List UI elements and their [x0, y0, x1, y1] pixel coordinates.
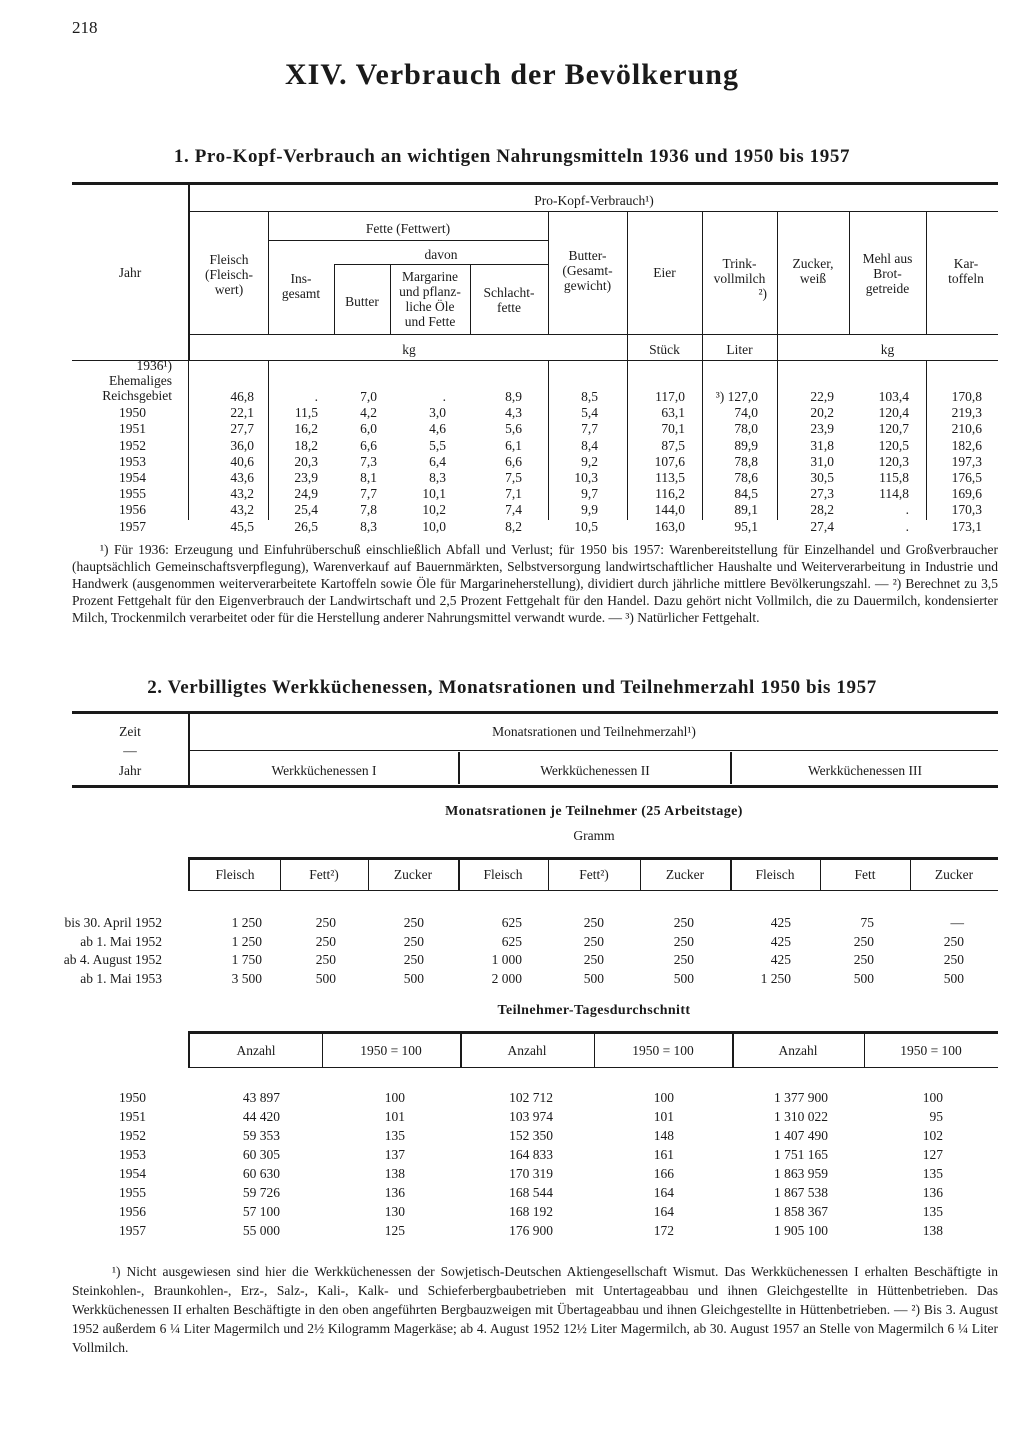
table-cell: ³) 127,0 [715, 389, 758, 404]
table-cell: 10,0 [422, 518, 446, 534]
table-cell: 170,3 [951, 502, 982, 518]
table-cell: 102 712 [509, 1090, 553, 1105]
table-cell: 115,8 [879, 470, 909, 485]
header-zucker-line1: Zucker, [792, 256, 834, 271]
table-cell: 26,5 [294, 518, 318, 534]
table-cell: 1 751 165 [774, 1147, 828, 1162]
header-butter-gesamt-line2: (Gesamt- [562, 263, 613, 278]
table-cell: 250 [403, 933, 424, 949]
column-header: Fleisch [755, 867, 795, 882]
table-cell: 6,4 [429, 453, 446, 469]
table-cell: 250 [583, 915, 604, 930]
header-butter-gesamt [548, 248, 627, 293]
table-cell: 1 250 [231, 915, 262, 930]
table-cell: 9,2 [581, 453, 598, 469]
year-label: 1952 [119, 437, 146, 453]
table-cell: . [442, 389, 446, 404]
table-cell: 1 863 959 [774, 1166, 828, 1181]
header-pro-kopf: Pro-Kopf-Verbrauch¹) [534, 193, 654, 208]
table-cell: 25,4 [294, 502, 318, 518]
table-cell: 89,9 [734, 437, 758, 453]
table-cell: 57 100 [242, 1204, 280, 1219]
year-label: 1951 [119, 1109, 146, 1124]
table-cell: 1 750 [231, 952, 262, 967]
header-eier: Eier [653, 265, 676, 280]
table-cell: 6,6 [505, 453, 522, 469]
table-cell: 219,3 [951, 405, 982, 421]
table-cell: 137 [384, 1147, 405, 1162]
header-werkkuechenessen-1: Werkküchenessen I [271, 763, 377, 778]
table-cell: 11,5 [294, 405, 318, 421]
header-jahr: Jahr [118, 265, 142, 280]
table-cell: 102 [922, 1128, 943, 1143]
table-cell: 7,8 [360, 502, 377, 518]
column-header: Fett [854, 867, 876, 882]
table-cell: 20,2 [810, 405, 834, 421]
table-cell: 170,8 [951, 389, 982, 404]
header-trinkvollmilch-line1: Trink- [722, 256, 757, 271]
table-cell: 23,9 [294, 470, 318, 485]
table-cell: 101 [653, 1109, 674, 1124]
column-header: Anzahl [778, 1043, 818, 1058]
table-cell: 625 [501, 915, 522, 930]
header-fleisch [190, 252, 268, 297]
table-cell: 100 [384, 1090, 405, 1105]
column-header: Fleisch [215, 867, 255, 882]
table-cell: 169,6 [951, 486, 982, 502]
table-cell: 136 [384, 1185, 405, 1200]
header-fleisch-line2: (Fleisch- [205, 267, 253, 282]
table-cell: 8,4 [581, 437, 598, 453]
table-cell: 168 192 [509, 1204, 553, 1219]
table-cell: 1 407 490 [774, 1128, 828, 1143]
column-header: Anzahl [236, 1043, 276, 1058]
table-cell: 170 319 [509, 1166, 553, 1181]
table-cell: 84,5 [734, 486, 758, 502]
header-kartoffeln-line1: Kar- [953, 256, 979, 271]
unit-kg-1: kg [402, 342, 416, 357]
header-kartoffeln [926, 256, 1006, 286]
table-cell: 103 974 [509, 1109, 553, 1124]
table-cell: 250 [315, 915, 336, 930]
year-label: 1950 [119, 1090, 146, 1105]
table-cell: 46,8 [230, 389, 254, 404]
table-cell: 70,1 [661, 421, 685, 437]
year-label: 1953 [119, 453, 146, 469]
header-mehl-line3: getreide [865, 281, 910, 296]
table-cell: 7,7 [581, 421, 598, 437]
table-cell: 625 [501, 933, 522, 949]
header-schlachtfette-line2: fette [497, 300, 521, 315]
header-zucker [777, 256, 849, 286]
header-insgesamt [268, 271, 334, 301]
year-label: 1954 [119, 470, 146, 485]
header-margarine-line3: liche Öle [405, 299, 455, 314]
table-cell: 250 [943, 933, 964, 949]
table-cell: 89,1 [734, 502, 758, 518]
table-cell: 130 [384, 1204, 405, 1219]
table-cell: 6,0 [360, 421, 377, 437]
table-cell: 250 [315, 952, 336, 967]
header-mehl [849, 251, 926, 296]
table-cell: 43,2 [230, 486, 254, 502]
table-cell: 74,0 [734, 405, 758, 421]
row-label: ab 1. Mai 1952 [80, 933, 162, 949]
year-label: 1955 [119, 486, 146, 502]
header-zucker-line2: weiß [799, 271, 827, 286]
row-label: ab 4. August 1952 [63, 952, 162, 967]
table-cell: 7,0 [360, 389, 377, 404]
table-cell: 114,8 [879, 486, 909, 502]
table-cell: 163,0 [654, 518, 685, 534]
table-cell: 500 [943, 970, 964, 986]
table-cell: 7,5 [505, 470, 522, 485]
table-cell: 125 [384, 1223, 405, 1238]
table-cell: 18,2 [294, 437, 318, 453]
table-cell: 113,5 [655, 470, 685, 485]
year-label: 1957 [119, 518, 146, 534]
table-cell: 101 [384, 1109, 405, 1124]
table-cell: 176,5 [951, 470, 982, 485]
table-cell: 250 [673, 915, 694, 930]
table-cell: 5,4 [581, 405, 598, 421]
table-cell: 5,6 [505, 421, 522, 437]
header-fleisch-line3: wert) [214, 282, 244, 297]
year-label: 1955 [119, 1185, 146, 1200]
table-cell: 10,5 [574, 518, 598, 534]
table-cell: 500 [583, 970, 604, 986]
header-butter-gesamt-line1: Butter- [568, 248, 607, 263]
table-cell: 10,2 [422, 502, 446, 518]
section2-footnote: ¹) Nicht ausgewiesen sind hier die Werkküchenessen der Sowjetisch-Deutschen Aktiengesellschaft Wismut. Das Werkküchenessen I erhalten Beschäftigte in Steinkohlen-, Braunkohlen-, Erz-, Salz-, Kali-, Kalk- und Schieferbergbaubetrieben mit Untertageabbau und ihnen Gleichgestellte in Hüttenbetrieben. Das Werkküchenessen II erhalten Beschäftigte in den oben angeführten Bergbauzweigen mit Übertageabbau und ihnen Gleichgestellte in Hüttenbetrieben. — ²) Bis 3. August 1952 außerdem 6 ¼ Liter Magermilch und 2½ Kilogramm Magerkäse; ab 4. August 1952 12½ Liter Magermilch, ab 30. August 1957 an Stelle von Magermilch 6 ¼ Liter Vollmilch. [72, 1264, 998, 1355]
table-cell: 44 420 [242, 1109, 280, 1124]
table-cell: 107,6 [654, 453, 685, 469]
table-cell: 55 000 [242, 1223, 280, 1238]
row-1936-label [72, 358, 172, 403]
header-monatsrationen: Monatsrationen und Teilnehmerzahl¹) [492, 724, 696, 739]
table-cell: . [905, 502, 909, 518]
table-cell: 138 [922, 1223, 943, 1238]
table-cell: 2 000 [491, 970, 522, 986]
table-cell: 10,1 [422, 486, 446, 502]
table-cell: 28,2 [810, 502, 834, 518]
header-mehl-line2: Brot- [873, 266, 902, 281]
table-cell: 59 726 [242, 1185, 280, 1200]
table-cell: 168 544 [509, 1185, 553, 1200]
header-insgesamt-line2: gesamt [281, 286, 321, 301]
table-cell: 127 [922, 1147, 943, 1162]
sub1-title: Monatsrationen je Teilnehmer (25 Arbeitstage) [445, 804, 743, 819]
table-cell: 161 [653, 1147, 674, 1162]
table-cell: 117,0 [655, 389, 685, 404]
year-label: 1954 [119, 1166, 146, 1181]
table-cell: 7,1 [505, 486, 522, 502]
table-cell: 24,9 [294, 486, 318, 502]
table-cell: 500 [673, 970, 694, 986]
table-cell: 16,2 [294, 421, 318, 437]
row-label: ab 1. Mai 1953 [80, 970, 162, 986]
table-cell: 20,3 [294, 453, 318, 469]
table-cell: 31,0 [810, 453, 834, 469]
table-cell: 103,4 [878, 389, 909, 404]
table-cell: 1 905 100 [774, 1223, 828, 1238]
column-header: Anzahl [507, 1043, 547, 1058]
table-cell: 3,0 [429, 405, 446, 421]
table-cell: 138 [384, 1166, 405, 1181]
table-cell: 43,6 [230, 470, 254, 485]
unit-kg-2: kg [880, 342, 895, 357]
header-trinkvollmilch-line2: vollmilch [713, 271, 766, 286]
year-label: 1956 [119, 502, 146, 518]
table-cell: 7,7 [360, 486, 377, 502]
column-header: Fett²) [309, 867, 339, 882]
table-cell: 250 [673, 933, 694, 949]
table-cell: 500 [403, 970, 424, 986]
table-cell: 250 [853, 933, 874, 949]
table-cell: 136 [922, 1185, 943, 1200]
column-header: Zucker [665, 867, 705, 882]
table-cell: 8,5 [581, 389, 598, 404]
table-cell: 210,6 [951, 421, 982, 437]
table-cell: — [950, 915, 964, 930]
table-cell: 78,0 [734, 421, 758, 437]
label-1936-line2: Ehemaliges [109, 373, 172, 388]
table-cell: 8,9 [505, 389, 522, 404]
header-margarine-line4: und Fette [404, 314, 456, 329]
year-label: 1950 [119, 405, 146, 421]
table-cell: 182,6 [951, 437, 982, 453]
table-cell: 120,5 [878, 437, 909, 453]
column-header: Zucker [934, 867, 974, 882]
table-cell: 250 [853, 952, 874, 967]
header-trinkvollmilch-note: ²) [758, 286, 767, 301]
table-cell: 144,0 [654, 502, 685, 518]
table-cell: 1 867 538 [774, 1185, 828, 1200]
table-cell: 95,1 [734, 518, 758, 534]
table-cell: 425 [770, 915, 791, 930]
header-davon: davon [424, 247, 458, 262]
header-fette: Fette (Fettwert) [365, 221, 451, 236]
table-cell: 27,4 [810, 518, 834, 534]
table-cell: . [314, 389, 318, 404]
table-cell: 6,1 [505, 437, 522, 453]
header-dash: — [123, 743, 137, 758]
header-kartoffeln-line2: toffeln [948, 271, 984, 286]
table-cell: 173,1 [951, 518, 982, 534]
table-cell: 166 [653, 1166, 674, 1181]
table-cell: 250 [673, 952, 694, 967]
table-cell: 164 [653, 1204, 674, 1219]
label-1936-line1: 1936¹) [136, 358, 172, 373]
section2-title: 2. Verbilligtes Werkküchenessen, Monatsrationen und Teilnehmerzahl 1950 bis 1957 [147, 677, 877, 698]
table-cell: 135 [384, 1128, 405, 1143]
section1-footnote: ¹) Für 1936: Erzeugung und Einfuhrüberschuß einschließlich Abfall und Verlust; für 1950 bis 1957: Warenbereitstellung für Einzelhandel und Großverbraucher (hauptsächlich Gemeinschaftsverpflegung), Warenverkauf auf Bauernmärkten, Selbstversorgung landwirtschaftlicher Haushalte und Weiterverarbeitung in Industrie und Handwerk (ausgenommen weiterverarbeitete Kartoffeln sowie Öle für Margarineherstellung), dividiert durch jährliche mittlere Bevölkerungszahl. — ²) Berechnet zu 3,5 Prozent Fettgehalt für den Eigenverbrauch der Landwirtschaft und 2,5 Prozent Fettgehalt für den Handel. Dazu gehört nicht Vollmilch, die zu Dauermilch, kondensierter Milch, Trockenmilch verarbeitet oder für die Herstellung anderer Nahrungsmittel verwandt wurde. — ³) Natürlicher Fettgehalt. [72, 542, 998, 625]
table-cell: 3 500 [231, 970, 262, 986]
table-cell: 95 [929, 1109, 943, 1124]
table-cell: 7,4 [505, 502, 522, 518]
header-jahr-2: Jahr [118, 763, 142, 778]
unit-stueck: Stück [649, 342, 680, 357]
table-cell: 78,8 [734, 453, 758, 469]
table-cell: 8,2 [505, 518, 522, 534]
table-cell: 1 310 022 [774, 1109, 828, 1124]
table-cell: 250 [943, 952, 964, 967]
chapter-title: XIV. Verbrauch der Bevölkerung [285, 58, 739, 91]
table-cell: 8,1 [360, 470, 377, 485]
table-cell: 148 [653, 1128, 674, 1143]
table-cell: 1 250 [231, 933, 262, 949]
unit-liter: Liter [726, 342, 753, 357]
table-cell: 250 [315, 933, 336, 949]
table-cell: . [905, 518, 909, 534]
table-cell: 1 377 900 [774, 1090, 828, 1105]
header-margarine-line2: und pflanz- [399, 284, 461, 299]
table-cell: 135 [922, 1204, 943, 1219]
table-cell: 59 353 [242, 1128, 280, 1143]
table-cell: 27,7 [230, 421, 254, 437]
table-cell: 22,1 [230, 405, 254, 421]
column-header: Zucker [393, 867, 433, 882]
header-schlachtfette [470, 285, 548, 315]
table-cell: 1 250 [760, 970, 791, 986]
label-1936-line3: Reichsgebiet [102, 388, 172, 403]
year-label: 1956 [119, 1204, 146, 1219]
table-cell: 8,3 [360, 518, 377, 534]
table-cell: 250 [403, 952, 424, 967]
table-cell: 36,0 [230, 437, 254, 453]
table-cell: 60 630 [242, 1166, 280, 1181]
table-cell: 172 [653, 1223, 674, 1238]
section1-title: 1. Pro-Kopf-Verbrauch an wichtigen Nahrungsmitteln 1936 und 1950 bis 1957 [173, 146, 851, 167]
header-fleisch-line1: Fleisch [209, 252, 249, 267]
table-cell: 63,1 [661, 405, 685, 421]
table-cell: 4,3 [505, 405, 522, 421]
table-cell: 40,6 [230, 453, 254, 469]
table-cell: 176 900 [509, 1223, 553, 1238]
table-cell: 135 [922, 1166, 943, 1181]
table-cell: 425 [770, 933, 791, 949]
table-cell: 23,9 [810, 421, 834, 437]
table-cell: 5,5 [429, 437, 446, 453]
column-header: 1950 = 100 [632, 1043, 694, 1058]
table-cell: 4,2 [360, 405, 377, 421]
column-header: 1950 = 100 [360, 1043, 422, 1058]
table-cell: 500 [315, 970, 336, 986]
table-cell: 43,2 [230, 502, 254, 518]
table-cell: 120,7 [878, 421, 909, 437]
table-cell: 152 350 [509, 1128, 553, 1143]
table-cell: 60 305 [242, 1147, 280, 1162]
table-cell: 22,9 [810, 389, 834, 404]
header-werkkuechenessen-3: Werkküchenessen III [808, 763, 922, 778]
table-cell: 87,5 [661, 437, 685, 453]
table-cell: 9,9 [581, 502, 598, 518]
table-cell: 1 858 367 [774, 1204, 828, 1219]
page-number: 218 [72, 18, 98, 37]
table-cell: 425 [770, 952, 791, 967]
table-cell: 75 [860, 915, 874, 930]
header-butter-gesamt-line3: gewicht) [563, 278, 612, 293]
row-label: bis 30. April 1952 [64, 915, 162, 930]
year-label: 1953 [119, 1147, 146, 1162]
header-insgesamt-line1: Ins- [290, 271, 312, 286]
table-cell: 100 [922, 1090, 943, 1105]
table-cell: 100 [653, 1090, 674, 1105]
sub2-title: Teilnehmer-Tagesdurchschnitt [497, 1003, 691, 1018]
table-cell: 116,2 [655, 486, 685, 502]
table-cell: 27,3 [810, 486, 834, 502]
header-margarine-line1: Margarine [402, 269, 458, 284]
table-cell: 10,3 [574, 470, 598, 485]
table-cell: 500 [853, 970, 874, 986]
header-zeit: Zeit [119, 724, 141, 739]
header-margarine [390, 269, 470, 329]
table-cell: 250 [583, 952, 604, 967]
table-cell: 43 897 [242, 1090, 280, 1105]
table-cell: 7,3 [360, 453, 377, 469]
table-cell: 164 [653, 1185, 674, 1200]
sub1-unit: Gramm [573, 828, 615, 843]
table-cell: 1 000 [491, 952, 522, 967]
header-trinkvollmilch [702, 256, 777, 301]
header-butter: Butter [345, 294, 379, 309]
column-header: Fett²) [579, 867, 609, 882]
year-label: 1952 [119, 1128, 146, 1143]
year-label: 1951 [119, 421, 146, 437]
column-header: Fleisch [483, 867, 523, 882]
table-cell: 45,5 [230, 518, 254, 534]
table-cell: 9,7 [581, 486, 598, 502]
table-cell: 120,3 [878, 453, 909, 469]
table-cell: 250 [583, 933, 604, 949]
table-cell: 6,6 [360, 437, 377, 453]
table-cell: 78,6 [734, 470, 758, 485]
table-cell: 8,3 [429, 470, 446, 485]
header-werkkuechenessen-2: Werkküchenessen II [540, 763, 650, 778]
table-cell: 250 [403, 915, 424, 930]
header-mehl-line1: Mehl aus [862, 251, 913, 266]
table-cell: 164 833 [509, 1147, 553, 1162]
table-cell: 30,5 [810, 470, 834, 485]
year-label: 1957 [119, 1223, 146, 1238]
table-cell: 197,3 [951, 453, 982, 469]
table-cell: 31,8 [810, 437, 834, 453]
header-schlachtfette-line1: Schlacht- [483, 285, 535, 300]
table-cell: 120,4 [878, 405, 909, 421]
table-cell: 4,6 [429, 421, 446, 437]
column-header: 1950 = 100 [900, 1043, 962, 1058]
